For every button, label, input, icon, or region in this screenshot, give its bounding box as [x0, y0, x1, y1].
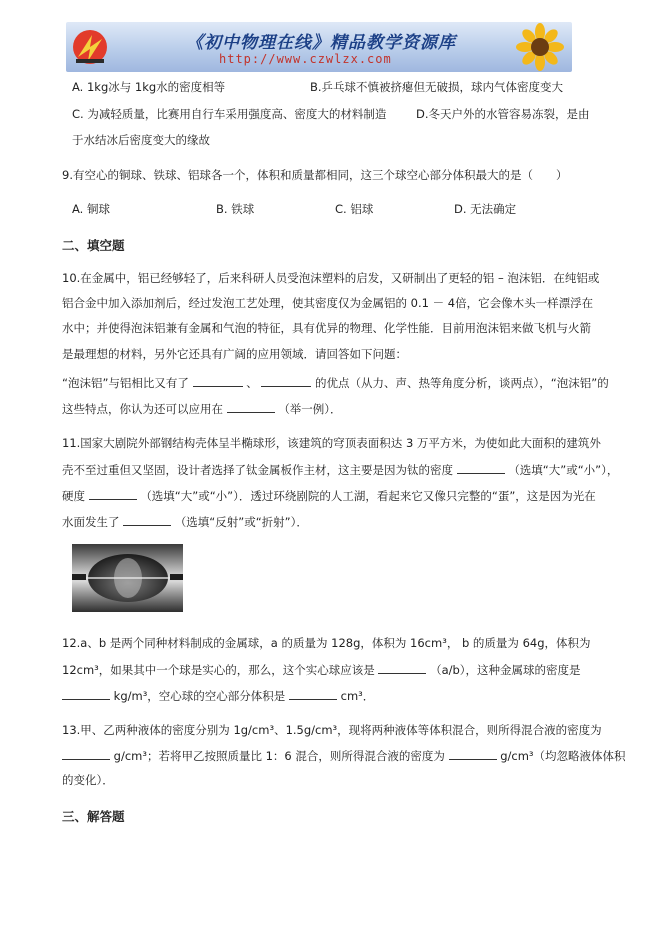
answer-blank[interactable] — [227, 401, 275, 413]
q10-line-4: 是最理想的材料，另外它还具有广阔的应用领域．请回答如下问题： — [62, 347, 407, 361]
q9-option-a: A. 铜球 — [72, 202, 110, 216]
q8-option-d-continued: 于水结冰后密度变大的缘故 — [72, 133, 210, 147]
section-heading-fill-in: 二、填空题 — [62, 238, 125, 253]
q8-option-c: C. 为减轻质量，比赛用自行车采用强度高、密度大的材料制造 — [72, 107, 387, 121]
answer-blank[interactable] — [378, 662, 426, 674]
banner-url: http://www.czwlzx.com — [219, 52, 392, 66]
q10-line-5-text-c: 的优点（从力、声、热等角度分析，谈两点），“泡沫铝”的 — [315, 376, 609, 390]
q12-line-2 — [62, 662, 581, 677]
q12-line-3-text-a: kg/m³，空心球的空心部分体积是 — [113, 689, 286, 703]
q11-line-2 — [62, 462, 618, 477]
q13-line-2 — [62, 748, 626, 763]
q9-option-d: D. 无法确定 — [454, 202, 517, 216]
q13-line-2-text-b: g/cm³（均忽略液体体积 — [500, 749, 626, 763]
grand-theatre-photo — [72, 544, 183, 612]
q11-line-3 — [62, 488, 596, 503]
q10-line-1: 10.在金属中，铝已经够轻了，后来科研人员受泡沫塑料的启发，又研制出了更轻的铝 – 泡沫铝．在纯铝或 — [62, 271, 600, 285]
q10-line-6 — [62, 401, 342, 416]
section-heading-answer: 三、解答题 — [62, 809, 125, 824]
q11-line-4 — [62, 514, 308, 529]
q10-line-2: 铝合金中加入添加剂后，经过发泡工艺处理，使其密度仅为金属铝的 0.1 － 4倍，它会像木头一样漂浮在 — [62, 296, 594, 310]
q11-line-3-text-a: 硬度 — [62, 489, 85, 503]
q13-line-2-text-a: g/cm³；若将甲乙按照质量比 1：6 混合，则所得混合液的密度为 — [113, 749, 445, 763]
answer-blank[interactable] — [62, 688, 110, 700]
q13-line-1: 13.甲、乙两种液体的密度分别为 1g/cm³、1.5g/cm³，现将两种液体等体积混合，则所得混合液的密度为 — [62, 723, 602, 737]
q12-line-3-text-b: cm³． — [340, 689, 375, 703]
logo-icon — [70, 27, 110, 67]
q8-option-a: A. 1kg冰与 1kg水的密度相等 — [72, 80, 226, 94]
q11-line-1: 11.国家大剧院外部钢结构壳体呈半椭球形，该建筑的穹顶表面积达 3 万平方米，为使如此大面积的建筑外 — [62, 436, 601, 450]
answer-blank[interactable] — [62, 748, 110, 760]
q10-line-5-text-b: 、 — [246, 376, 258, 390]
q9-stem: 9.有空心的铜球、铁球、铝球各一个，体积和质量都相同，这三个球空心部分体积最大的是（ ） — [62, 168, 568, 182]
q10-line-6-text-a: 这些特点，你认为还可以应用在 — [62, 402, 223, 416]
q10-line-6-text-b: （举一例）． — [278, 402, 342, 416]
q10-line-5 — [62, 375, 609, 390]
q11-line-2-text-a: 壳不至过重但又坚固，设计者选择了钛金属板作主材，这主要是因为钛的密度 — [62, 463, 453, 477]
q8-option-d: D.冬天户外的水管容易冻裂，是由 — [416, 107, 590, 121]
answer-blank[interactable] — [457, 462, 505, 474]
sunflower-icon — [512, 22, 568, 72]
q11-line-4-text-a: 水面发生了 — [62, 515, 120, 529]
answer-blank[interactable] — [89, 488, 137, 500]
answer-blank[interactable] — [449, 748, 497, 760]
q9-option-c: C. 铝球 — [335, 202, 374, 216]
q11-line-3-text-b: （选填“大”或“小”）．透过环绕剧院的人工湖，看起来它又像只完整的“蛋”，这是因为光在 — [140, 489, 596, 503]
q12-line-1: 12.a、b 是两个同种材料制成的金属球，a 的质量为 128g，体积为 16cm³， b 的质量为 64g，体积为 — [62, 636, 591, 650]
q10-line-3: 水中；并使得泡沫铝兼有金属和气泡的特征，具有优异的物理、化学性能．目前用泡沫铝来做飞机与火箭 — [62, 321, 591, 335]
q11-line-4-text-b: （选填“反射”或“折射”）． — [174, 515, 308, 529]
answer-blank[interactable] — [123, 514, 171, 526]
q8-option-b: B.乒乓球不慎被挤瘪但无破损，球内气体密度变大 — [310, 80, 564, 94]
answer-blank[interactable] — [289, 688, 337, 700]
banner-title: 《初中物理在线》精品教学资源库 — [186, 33, 456, 53]
answer-blank[interactable] — [193, 375, 243, 387]
header-banner — [66, 22, 572, 72]
q13-line-3: 的变化）． — [62, 773, 114, 787]
q9-option-b: B. 铁球 — [216, 202, 255, 216]
q12-line-2-text-b: （a/b），这种金属球的密度是 — [430, 663, 581, 677]
q10-line-5-text-a: “泡沫铝”与铝相比又有了 — [62, 376, 189, 390]
q12-line-3 — [62, 688, 374, 703]
q12-line-2-text-a: 12cm³，如果其中一个球是实心的，那么，这个实心球应该是 — [62, 663, 375, 677]
answer-blank[interactable] — [261, 375, 311, 387]
q11-line-2-text-b: （选填“大”或“小”）， — [508, 463, 619, 477]
